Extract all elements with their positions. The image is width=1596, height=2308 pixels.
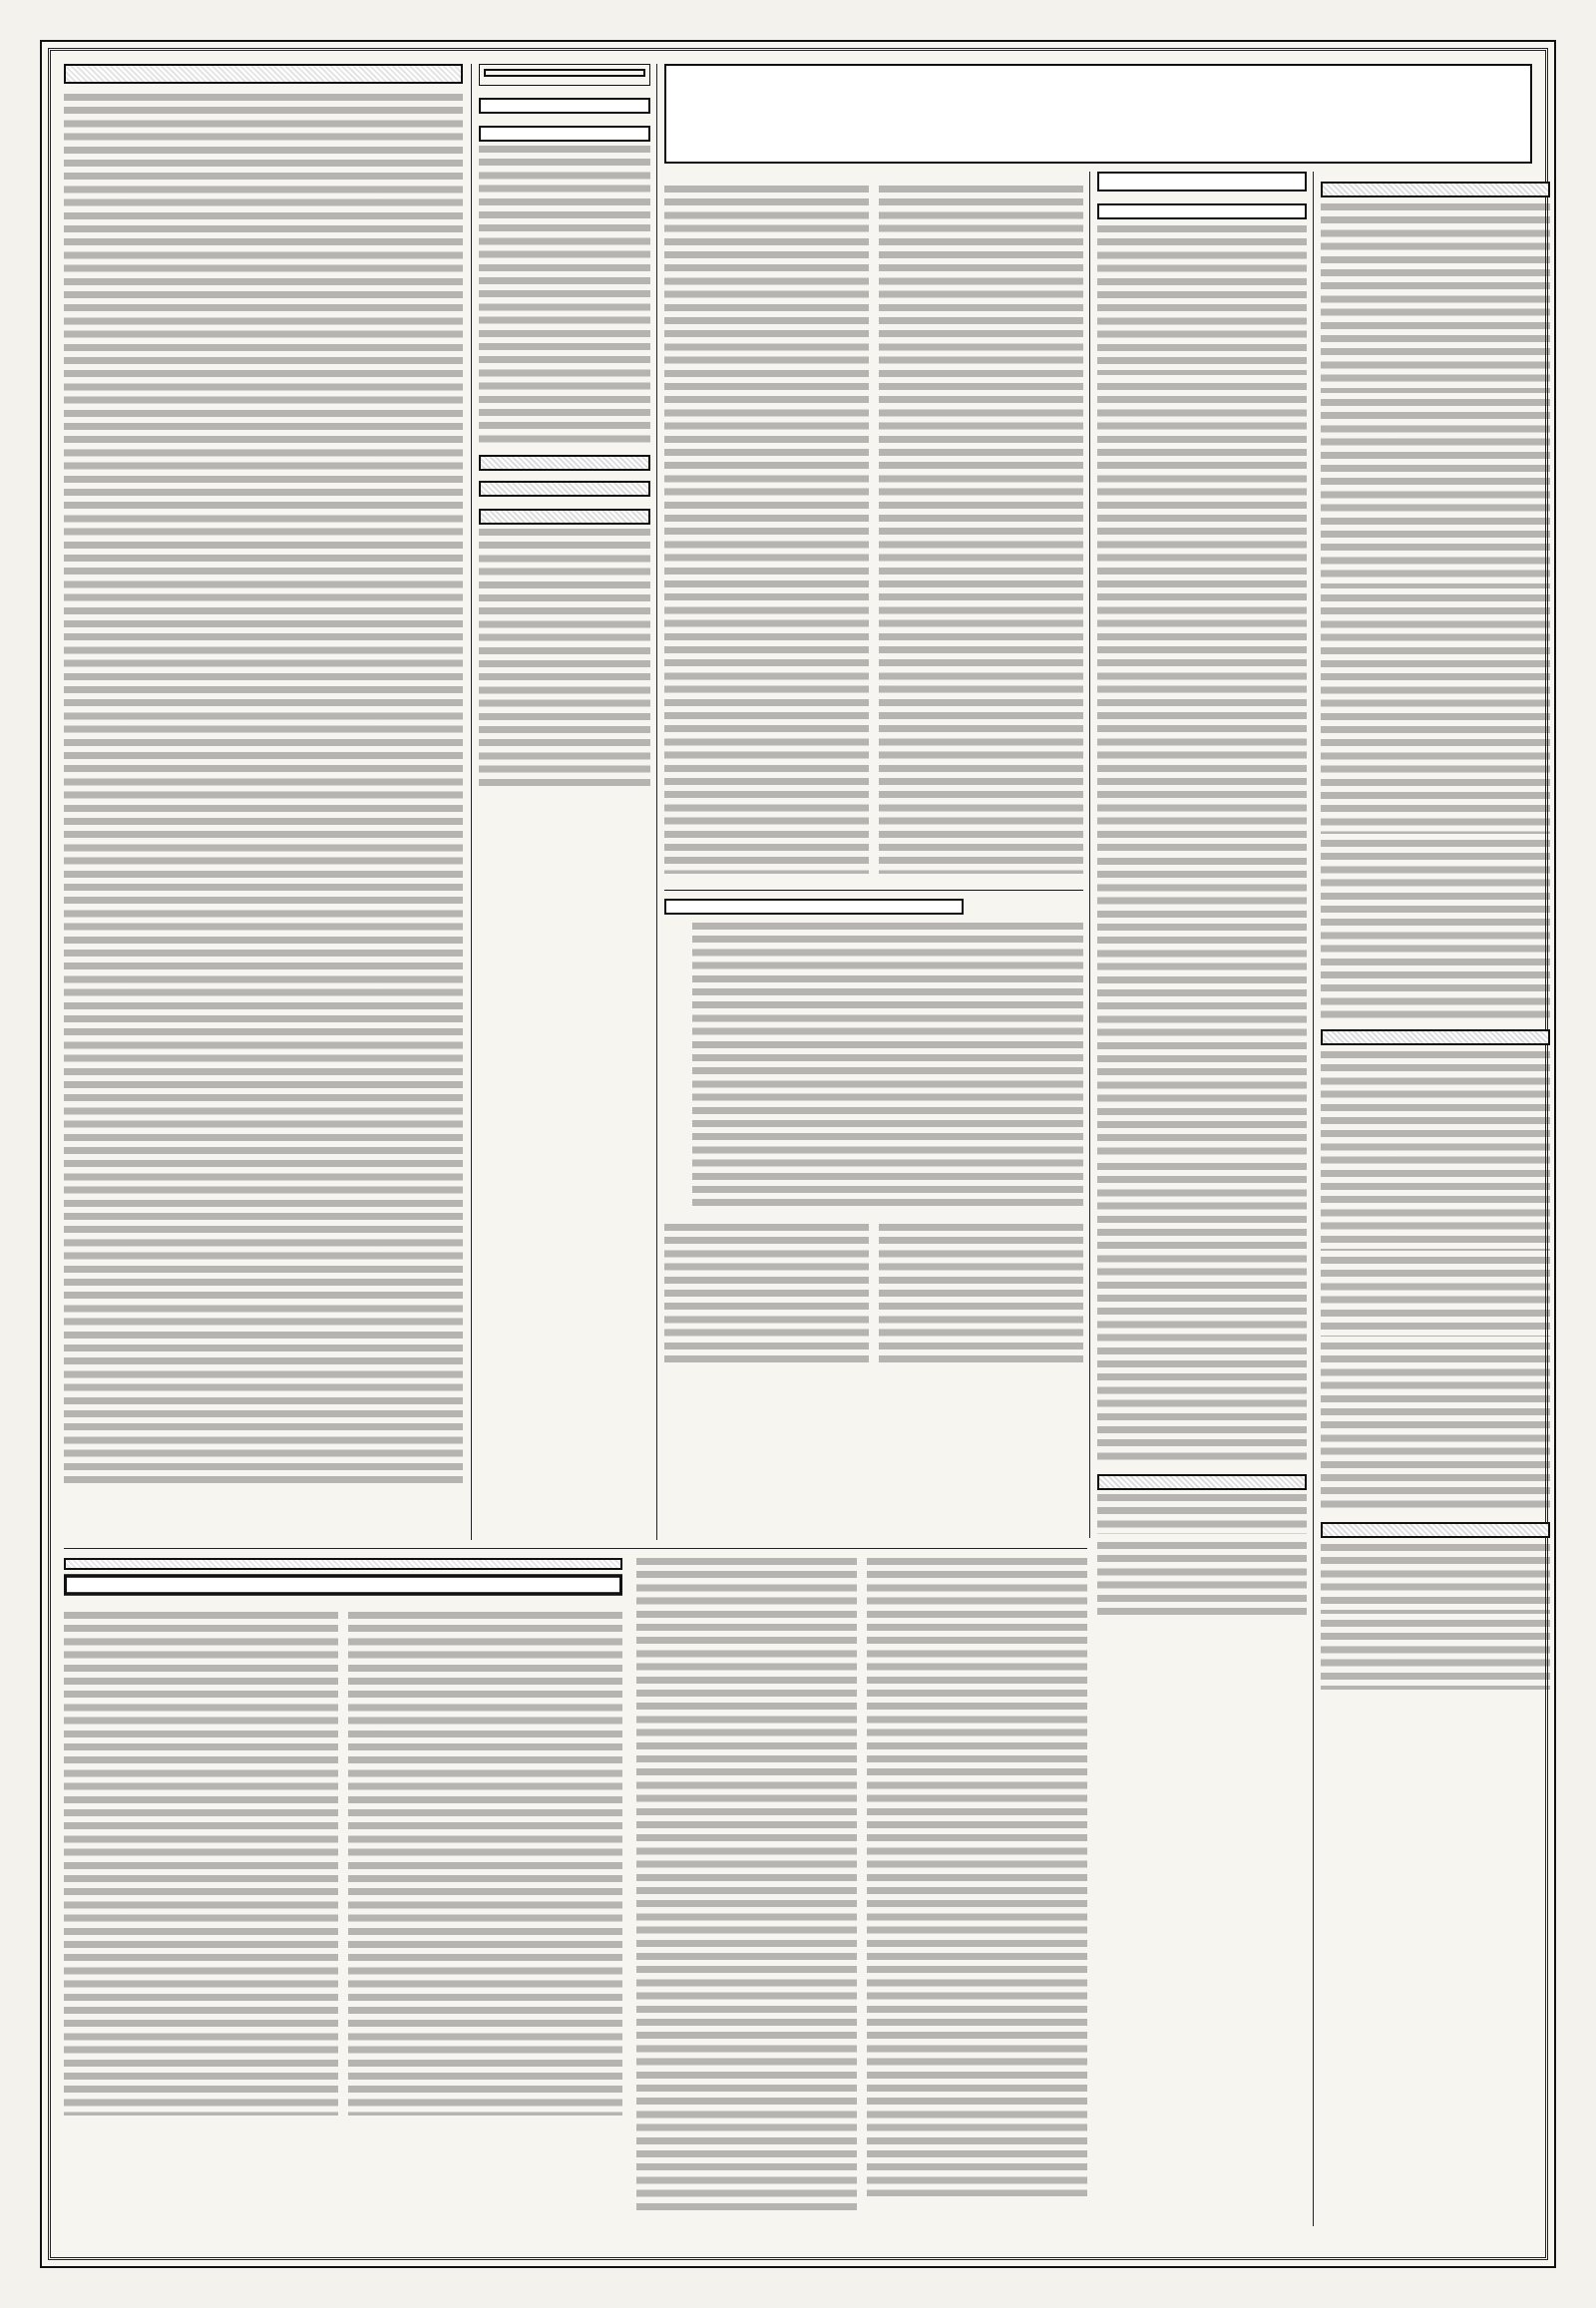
rule-4 [1313, 172, 1314, 2226]
arts-sub1-text [1321, 203, 1550, 393]
cinema-second [1097, 1163, 1307, 1462]
newspaper-page [40, 40, 1556, 2268]
crossword-clues-text [692, 923, 1083, 1212]
arts-sub4-text [1321, 399, 1550, 588]
shows-head [1097, 203, 1307, 219]
crossword-down [879, 1218, 1083, 1363]
anecdote-text [479, 146, 650, 445]
theatre-head [1321, 182, 1550, 197]
poetry-head [479, 98, 650, 114]
shows-column [1097, 172, 1307, 2226]
editions-box [479, 509, 650, 788]
center-col-1 [664, 186, 869, 874]
crossword-head [664, 899, 964, 915]
shows-theatres-text [1097, 225, 1307, 375]
center-columns [664, 186, 1083, 874]
arts-sub4-body [1321, 399, 1550, 588]
editions-body [479, 529, 650, 788]
arts-sub7-text [1321, 1343, 1550, 1512]
masthead-info-box [479, 64, 650, 86]
date-box [1097, 172, 1307, 192]
cinema-winter [1097, 858, 1307, 1157]
lead-title-box [64, 64, 463, 84]
cinema-second-text [1097, 1163, 1307, 1462]
crossword-clues-down [692, 923, 1083, 1212]
lead-body [64, 94, 463, 1485]
crossword-grid-wrap [664, 923, 680, 1212]
serial-col-2-text [348, 1612, 622, 2116]
poetry-box [479, 98, 650, 114]
reviews-block [1097, 2186, 1307, 2246]
crossword-section [664, 890, 1083, 1363]
serial-col-4 [867, 1558, 1087, 2196]
lecture-2-body [1321, 1620, 1550, 1690]
xeno-text [1097, 1542, 1307, 1620]
rule-bottom [64, 1548, 1087, 1549]
arts-left [1321, 172, 1550, 1690]
arts-top [1321, 172, 1550, 1690]
cinema-summer-text [1097, 383, 1307, 852]
shows-theatres [1097, 225, 1307, 375]
serial-col-4-text [867, 1558, 1087, 2196]
center-col-2 [879, 186, 1083, 874]
concerts-head [1321, 1029, 1550, 1045]
lecture-1-body [1321, 1544, 1550, 1614]
crossword-body [664, 923, 1083, 1212]
serial-section [64, 1558, 1087, 2246]
xeno-body [1097, 1542, 1307, 1620]
rule-3 [1089, 172, 1090, 1538]
masthead-banner [664, 64, 1532, 164]
arts-sub6-body [1321, 1257, 1550, 1337]
editions-text [479, 529, 650, 788]
lecture-2-text [1321, 1620, 1550, 1690]
problem-head [479, 481, 650, 497]
arts-sub7-body [1321, 1343, 1550, 1512]
serial-col-3 [636, 1558, 857, 2216]
rule-1 [471, 64, 472, 1540]
crossword-across [664, 1218, 869, 1363]
makedonia-logo [484, 69, 645, 77]
arts-sub5-text [1321, 1051, 1550, 1251]
crossword-across-text [664, 1224, 869, 1363]
arts-sub1-body [1321, 203, 1550, 393]
serial-col-1-text [64, 1612, 338, 2116]
serial-col-2 [348, 1612, 622, 2116]
anecdote-head [479, 126, 650, 142]
serial-col-3-text [636, 1558, 857, 2216]
serial-title-block [64, 1558, 622, 2246]
arts-column [1321, 172, 1550, 2236]
lecture-1-text [1321, 1544, 1550, 1614]
info-column [479, 64, 650, 1540]
serial-col-1 [64, 1612, 338, 2116]
serial-title [64, 1574, 622, 1596]
taxi-head [1097, 1474, 1307, 1490]
cinema-summer [1097, 383, 1307, 852]
center-story [664, 172, 1083, 1538]
lectures-head [1321, 1522, 1550, 1538]
crossword-across-body [664, 1224, 869, 1363]
philosophy-head [479, 455, 650, 471]
cinema-winter-text [1097, 858, 1307, 1157]
problem-box [479, 481, 650, 497]
arts-sub3-body [1321, 840, 1550, 1019]
serial-continuation [636, 1558, 1087, 2246]
arts-sub6-text [1321, 1257, 1550, 1337]
anecdote-box [479, 126, 650, 445]
center-col-1-text [664, 186, 869, 874]
arts-sub2-text [1321, 594, 1550, 834]
arts-sub5-body [1321, 1051, 1550, 1251]
arts-sub3-text [1321, 840, 1550, 1019]
lead-body-text [64, 94, 463, 1485]
arts-sub2-body [1321, 594, 1550, 834]
taxi-intro-text [1097, 1494, 1307, 1534]
rule-2 [656, 64, 657, 1540]
serial-kicker [64, 1558, 622, 1570]
taxi-intro [1097, 1494, 1307, 1534]
crossword-down-body [879, 1224, 1083, 1363]
center-col-2-text [879, 186, 1083, 874]
lead-story [64, 64, 463, 1560]
crossword-down-text [879, 1224, 1083, 1363]
philosophy-box [479, 455, 650, 471]
anecdote-body [479, 146, 650, 445]
editions-head [479, 509, 650, 525]
